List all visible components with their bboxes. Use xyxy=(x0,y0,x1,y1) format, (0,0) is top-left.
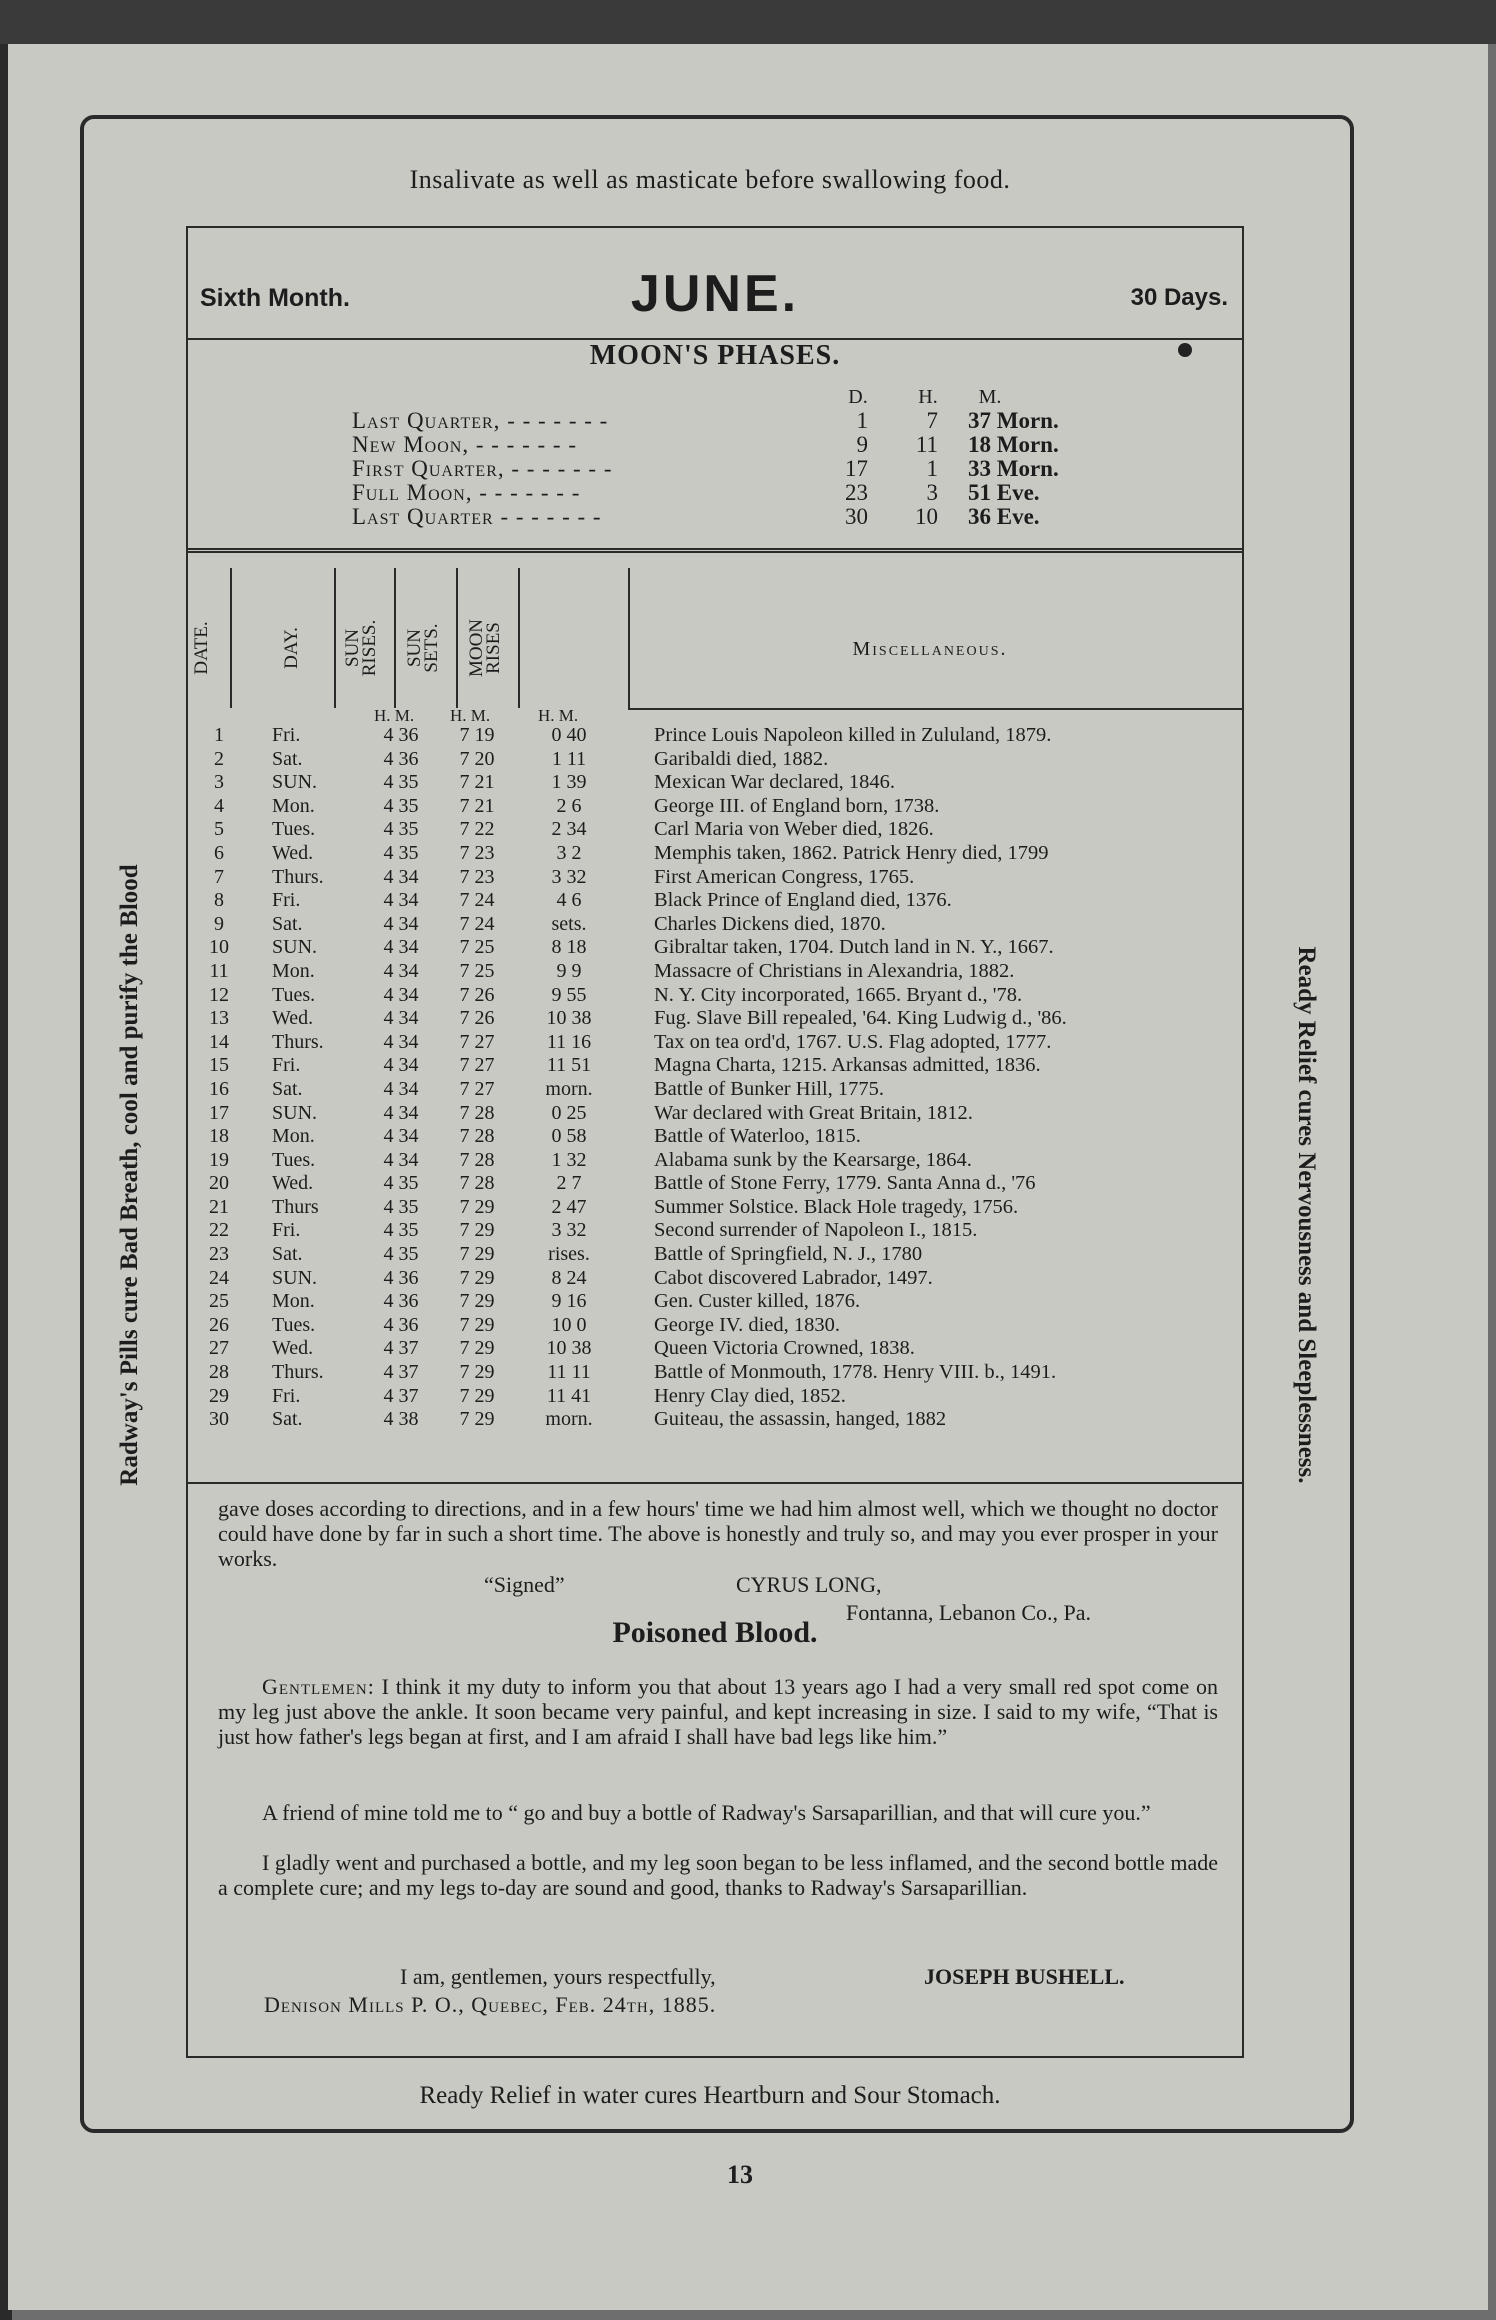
cell-moon-rises: 10 38 xyxy=(546,1007,592,1030)
phase-row xyxy=(188,408,1242,432)
cell-day: Thurs. xyxy=(272,865,324,888)
phase-row xyxy=(188,456,1242,480)
cell-date: 30 xyxy=(209,1408,229,1431)
table-row xyxy=(188,1267,1242,1291)
cell-date: 6 xyxy=(214,841,224,864)
cell-sun-sets: 7 21 xyxy=(459,771,495,794)
cell-day: SUN. xyxy=(272,1101,318,1124)
phase-hour: 3 xyxy=(926,480,938,505)
cell-date: 17 xyxy=(209,1101,229,1124)
cell-date: 26 xyxy=(209,1313,229,1336)
phase-header-d: D. xyxy=(848,386,868,408)
cell-sun-sets: 7 29 xyxy=(459,1313,495,1336)
cell-sun-sets: 7 27 xyxy=(459,1077,495,1100)
cell-day: Tues. xyxy=(272,1313,316,1336)
cell-day: Thurs. xyxy=(272,1030,324,1053)
cell-miscellaneous: Memphis taken, 1862. Patrick Henry died, 1799 xyxy=(654,841,1049,864)
letter-paragraph-3: I gladly went and purchased a bottle, and my leg soon began to be less inflamed, and the second bottle made a complete cure; and my legs to-day are sound and good, thanks to Radway's Sarsaparillian. xyxy=(218,1850,1218,1900)
cell-sun-rises: 4 35 xyxy=(383,1219,419,1242)
table-row xyxy=(188,960,1242,984)
top-motto: Insalivate as well as masticate before swallowing food. xyxy=(409,165,1011,194)
table-row xyxy=(188,866,1242,890)
cell-miscellaneous: Tax on tea ord'd, 1767. U.S. Flag adopted, 1777. xyxy=(654,1030,1052,1053)
cell-miscellaneous: Battle of Bunker Hill, 1775. xyxy=(654,1077,885,1100)
phase-hour: 7 xyxy=(926,408,938,433)
column-divider xyxy=(334,568,336,708)
cell-sun-sets: 7 29 xyxy=(459,1361,495,1384)
cell-day: Sat. xyxy=(272,747,303,770)
days-count: 30 Days. xyxy=(1130,284,1228,311)
cell-day: Mon. xyxy=(272,959,315,982)
phase-name: First Quarter, - - - - - - - xyxy=(352,456,613,481)
table-row xyxy=(188,1172,1242,1196)
hm-label: H. M. xyxy=(374,706,415,725)
cell-sun-rises: 4 35 xyxy=(383,771,419,794)
cell-sun-sets: 7 29 xyxy=(459,1384,495,1407)
cell-date: 13 xyxy=(209,1007,229,1030)
cell-sun-sets: 7 28 xyxy=(459,1101,495,1124)
cell-moon-rises: 11 41 xyxy=(546,1384,592,1407)
column-divider xyxy=(394,568,396,708)
cell-miscellaneous: Alabama sunk by the Kearsarge, 1864. xyxy=(654,1148,972,1171)
phase-name: Full Moon, - - - - - - - xyxy=(352,480,581,505)
salutation: Gentlemen: xyxy=(262,1674,375,1699)
calendar-box xyxy=(186,226,1244,2058)
ink-dot xyxy=(1178,343,1192,357)
cell-date: 12 xyxy=(209,983,229,1006)
cell-miscellaneous: Second surrender of Napoleon I., 1815. xyxy=(654,1219,978,1242)
cell-sun-sets: 7 27 xyxy=(459,1030,495,1053)
table-row xyxy=(188,1337,1242,1361)
cell-date: 22 xyxy=(209,1219,229,1242)
cell-day: Wed. xyxy=(272,1007,314,1030)
cell-miscellaneous: Battle of Stone Ferry, 1779. Santa Anna d., '76 xyxy=(654,1172,1036,1195)
phase-day: 23 xyxy=(845,480,868,505)
cell-sun-rises: 4 34 xyxy=(383,1054,419,1077)
cell-day: Tues. xyxy=(272,1148,316,1171)
cell-miscellaneous: Battle of Springfield, N. J., 1780 xyxy=(654,1243,923,1266)
cell-date: 21 xyxy=(209,1195,229,1218)
header-sun-sets: SUN SETS. xyxy=(404,623,442,673)
cell-moon-rises: 0 58 xyxy=(551,1125,587,1148)
cell-sun-sets: 7 25 xyxy=(459,959,495,982)
phase-name: Last Quarter, - - - - - - - xyxy=(352,408,609,433)
cell-sun-rises: 4 34 xyxy=(383,1077,419,1100)
cell-miscellaneous: Fug. Slave Bill repealed, '64. King Ludwig d., '86. xyxy=(654,1007,1067,1030)
cell-miscellaneous: George III. of England born, 1738. xyxy=(654,794,940,817)
table-row xyxy=(188,842,1242,866)
table-row xyxy=(188,913,1242,937)
cell-date: 2 xyxy=(214,747,224,770)
phase-minute: 18 Morn. xyxy=(968,432,1059,457)
phase-name: New Moon, - - - - - - - xyxy=(352,432,577,457)
column-divider xyxy=(230,568,232,708)
cell-sun-rises: 4 34 xyxy=(383,1148,419,1171)
cell-sun-rises: 4 38 xyxy=(383,1408,419,1431)
cell-date: 20 xyxy=(209,1172,229,1195)
cell-day: Wed. xyxy=(272,1337,314,1360)
cell-date: 7 xyxy=(214,865,224,888)
cell-sun-sets: 7 29 xyxy=(459,1337,495,1360)
cell-day: Fri. xyxy=(272,1219,301,1242)
cell-sun-sets: 7 28 xyxy=(459,1125,495,1148)
author: JOSEPH BUSHELL. xyxy=(924,1964,1125,1989)
cell-day: Sat. xyxy=(272,1408,303,1431)
cell-day: Fri. xyxy=(272,1054,301,1077)
letter-paragraph-2: A friend of mine told me to “ go and buy a bottle of Radway's Sarsaparillian, and that will cure you.” xyxy=(262,1800,1151,1825)
table-row xyxy=(188,1361,1242,1385)
cell-moon-rises: 8 18 xyxy=(551,936,587,959)
cell-moon-rises: 9 55 xyxy=(551,983,587,1006)
table-row xyxy=(188,1196,1242,1220)
phase-day: 30 xyxy=(845,504,868,529)
cell-sun-sets: 7 29 xyxy=(459,1266,495,1289)
cell-miscellaneous: Mexican War declared, 1846. xyxy=(654,771,896,794)
table-row xyxy=(188,748,1242,772)
hm-label: H. M. xyxy=(538,706,579,725)
cell-sun-rises: 4 37 xyxy=(383,1384,419,1407)
cell-moon-rises: 1 32 xyxy=(551,1148,587,1171)
cell-sun-sets: 7 23 xyxy=(459,865,495,888)
cell-sun-rises: 4 34 xyxy=(383,912,419,935)
table-row xyxy=(188,1078,1242,1102)
table-row xyxy=(188,1031,1242,1055)
sixth-month-label: Sixth Month. xyxy=(200,284,350,312)
table-row xyxy=(188,1125,1242,1149)
cell-moon-rises: 1 39 xyxy=(551,771,587,794)
cell-date: 3 xyxy=(214,771,224,794)
cell-date: 23 xyxy=(209,1243,229,1266)
table-row xyxy=(188,889,1242,913)
poisoned-blood-title: Poisoned Blood. xyxy=(612,1616,818,1649)
cell-sun-rises: 4 34 xyxy=(383,1007,419,1030)
cell-moon-rises: 10 0 xyxy=(551,1313,587,1336)
phase-row xyxy=(188,480,1242,504)
phase-hour: 1 xyxy=(926,456,938,481)
hm-label: H. M. xyxy=(450,706,491,725)
signed-label: “Signed” xyxy=(484,1572,565,1597)
cell-sun-rises: 4 36 xyxy=(383,724,419,746)
cell-sun-rises: 4 37 xyxy=(383,1337,419,1360)
cell-day: Tues. xyxy=(272,983,316,1006)
phase-header-m: M. xyxy=(978,386,1002,408)
table-row xyxy=(188,1219,1242,1243)
table-row xyxy=(188,1290,1242,1314)
cell-sun-rises: 4 34 xyxy=(383,1101,419,1124)
month-header xyxy=(188,264,1242,324)
header-day: DAY. xyxy=(281,627,302,669)
cell-sun-rises: 4 35 xyxy=(383,1243,419,1266)
cell-moon-rises: 3 2 xyxy=(556,841,582,864)
side-text-left: Radway's Pills cure Bad Breath, cool and purify the Blood xyxy=(116,864,143,1486)
cell-miscellaneous: Magna Charta, 1215. Arkansas admitted, 1836. xyxy=(654,1054,1041,1077)
moon-phases-title: MOON'S PHASES. xyxy=(589,340,841,371)
cell-sun-sets: 7 29 xyxy=(459,1219,495,1242)
table-row xyxy=(188,818,1242,842)
cell-sun-rises: 4 34 xyxy=(383,1030,419,1053)
cell-day: Sat. xyxy=(272,1077,303,1100)
cell-day: Mon. xyxy=(272,1125,315,1148)
cell-sun-rises: 4 35 xyxy=(383,794,419,817)
cell-miscellaneous: Guiteau, the assassin, hanged, 1882 xyxy=(654,1408,947,1431)
table-row xyxy=(188,1385,1242,1409)
cell-sun-rises: 4 34 xyxy=(383,983,419,1006)
cell-date: 28 xyxy=(209,1361,229,1384)
phase-hour: 10 xyxy=(915,504,938,529)
cell-moon-rises: 8 24 xyxy=(551,1266,587,1289)
phase-minute: 51 Eve. xyxy=(968,480,1040,505)
cell-moon-rises: 11 16 xyxy=(546,1030,592,1053)
cell-sun-rises: 4 36 xyxy=(383,1266,419,1289)
table-row xyxy=(188,795,1242,819)
cell-moon-rises: 3 32 xyxy=(551,865,587,888)
cell-sun-rises: 4 35 xyxy=(383,1195,419,1218)
cell-miscellaneous: Battle of Monmouth, 1778. Henry VIII. b., 1491. xyxy=(654,1361,1057,1384)
phase-day: 9 xyxy=(856,432,868,457)
cell-moon-rises: 2 34 xyxy=(551,818,587,841)
cell-moon-rises: 11 11 xyxy=(547,1361,591,1384)
cell-miscellaneous: Cabot discovered Labrador, 1497. xyxy=(654,1266,933,1289)
letter-intro: gave doses according to directions, and in a few hours' time we had him almost well, which we thought no doctor could have done by far in such a short time. The above is honestly and truly so, and may you ever prosper in your works. xyxy=(218,1496,1218,1571)
cell-date: 24 xyxy=(209,1266,229,1289)
cell-moon-rises: 9 16 xyxy=(551,1290,587,1313)
cell-day: Wed. xyxy=(272,841,314,864)
cell-miscellaneous: First American Congress, 1765. xyxy=(654,865,915,888)
cell-date: 19 xyxy=(209,1148,229,1171)
phase-row xyxy=(188,504,1242,528)
cell-sun-sets: 7 29 xyxy=(459,1195,495,1218)
cell-date: 29 xyxy=(209,1384,229,1407)
cell-moon-rises: 10 38 xyxy=(546,1337,592,1360)
calendar-rows xyxy=(188,724,1242,1432)
cell-miscellaneous: Queen Victoria Crowned, 1838. xyxy=(654,1337,915,1360)
cell-date: 9 xyxy=(214,912,224,935)
phase-day: 17 xyxy=(845,456,868,481)
cell-sun-sets: 7 25 xyxy=(459,936,495,959)
cell-miscellaneous: Black Prince of England died, 1376. xyxy=(654,889,952,912)
cell-miscellaneous: War declared with Great Britain, 1812. xyxy=(654,1101,973,1124)
cell-date: 10 xyxy=(209,936,229,959)
cell-day: Tues. xyxy=(272,818,316,841)
cell-sun-rises: 4 34 xyxy=(383,959,419,982)
cell-date: 15 xyxy=(209,1054,229,1077)
column-divider xyxy=(518,568,520,708)
table-row xyxy=(188,1314,1242,1338)
table-row xyxy=(188,771,1242,795)
cell-date: 11 xyxy=(209,959,229,982)
cell-date: 25 xyxy=(209,1290,229,1313)
cell-sun-sets: 7 28 xyxy=(459,1148,495,1171)
table-row xyxy=(188,1243,1242,1267)
table-row xyxy=(188,1408,1242,1432)
cell-sun-sets: 7 29 xyxy=(459,1290,495,1313)
cell-miscellaneous: N. Y. City incorporated, 1665. Bryant d., '78. xyxy=(654,983,1023,1006)
cell-sun-sets: 7 29 xyxy=(459,1408,495,1431)
month-title: JUNE. xyxy=(630,265,800,323)
cell-moon-rises: sets. xyxy=(551,912,587,935)
cell-moon-rises: 9 9 xyxy=(556,959,582,982)
cell-sun-sets: 7 23 xyxy=(459,841,495,864)
cell-miscellaneous: Charles Dickens died, 1870. xyxy=(654,912,886,935)
cell-date: 5 xyxy=(214,818,224,841)
cell-day: Fri. xyxy=(272,724,301,746)
cell-sun-rises: 4 35 xyxy=(383,841,419,864)
cell-sun-sets: 7 19 xyxy=(459,724,495,746)
cell-sun-sets: 7 22 xyxy=(459,818,495,841)
cell-day: Fri. xyxy=(272,1384,301,1407)
cell-sun-sets: 7 24 xyxy=(459,889,495,912)
table-row xyxy=(188,984,1242,1008)
table-row xyxy=(188,724,1242,748)
cell-date: 16 xyxy=(209,1077,229,1100)
phase-minute: 36 Eve. xyxy=(968,504,1040,529)
table-row xyxy=(188,1102,1242,1126)
cell-day: Sat. xyxy=(272,1243,303,1266)
header-sun-rises: SUN RISES. xyxy=(342,619,380,677)
cell-date: 18 xyxy=(209,1125,229,1148)
cell-sun-rises: 4 35 xyxy=(383,818,419,841)
signer-name: CYRUS LONG, xyxy=(736,1572,882,1597)
cell-day: Mon. xyxy=(272,794,315,817)
closing: I am, gentlemen, yours respectfully, xyxy=(400,1964,716,1989)
phase-minute: 33 Morn. xyxy=(968,456,1059,481)
moon-phases-list xyxy=(188,408,1242,528)
bottom-motto: Ready Relief in water cures Heartburn and Sour Stomach. xyxy=(419,2082,1001,2109)
cell-day: SUN. xyxy=(272,936,318,959)
cell-date: 1 xyxy=(214,724,224,746)
cell-sun-rises: 4 36 xyxy=(383,1290,419,1313)
signer-place: Fontanna, Lebanon Co., Pa. xyxy=(846,1600,1092,1625)
side-text-right: Ready Relief cures Nervousness and Sleeplessness. xyxy=(1293,946,1320,1484)
cell-miscellaneous: Carl Maria von Weber died, 1826. xyxy=(654,818,934,841)
header-miscellaneous: Miscellaneous. xyxy=(852,638,1008,660)
page-number: 13 xyxy=(727,2160,753,2189)
cell-moon-rises: morn. xyxy=(545,1408,593,1431)
cell-sun-rises: 4 35 xyxy=(383,1172,419,1195)
cell-day: Fri. xyxy=(272,889,301,912)
cell-sun-rises: 4 34 xyxy=(383,936,419,959)
cell-sun-rises: 4 34 xyxy=(383,1125,419,1148)
header-moon-rises: MOON RISES xyxy=(466,618,504,678)
cell-miscellaneous: George IV. died, 1830. xyxy=(654,1313,840,1336)
cell-miscellaneous: Massacre of Christians in Alexandria, 1882. xyxy=(654,959,1015,982)
table-row xyxy=(188,1149,1242,1173)
phase-hour: 11 xyxy=(915,432,938,457)
cell-moon-rises: 0 40 xyxy=(551,724,587,746)
cell-sun-rises: 4 37 xyxy=(383,1361,419,1384)
phase-header-h: H. xyxy=(918,386,938,408)
phase-day: 1 xyxy=(856,408,868,433)
cell-miscellaneous: Gen. Custer killed, 1876. xyxy=(654,1290,861,1313)
cell-day: Thurs xyxy=(272,1195,319,1218)
letter-paragraph-1: Gentlemen: I think it my duty to inform you that about 13 years ago I had a very small red spot come on my leg just above the ankle. It soon became very painful, and kept increasing in size. I said to my wife, “That is just how father's legs began at first, and I am afraid I shall have bad legs like him.” xyxy=(218,1674,1218,1749)
cell-sun-rises: 4 36 xyxy=(383,1313,419,1336)
cell-moon-rises: rises. xyxy=(548,1243,590,1266)
location: Denison Mills P. O., Quebec, Feb. 24th, 1885. xyxy=(264,1992,717,2017)
cell-sun-sets: 7 20 xyxy=(459,747,495,770)
scan-top-edge xyxy=(0,0,1496,44)
cell-date: 8 xyxy=(214,889,224,912)
cell-sun-rises: 4 36 xyxy=(383,747,419,770)
phase-row xyxy=(188,432,1242,456)
cell-moon-rises: 3 32 xyxy=(551,1219,587,1242)
cell-sun-sets: 7 27 xyxy=(459,1054,495,1077)
phase-name: Last Quarter - - - - - - - xyxy=(352,504,602,529)
cell-moon-rises: morn. xyxy=(545,1077,593,1100)
cell-miscellaneous: Summer Solstice. Black Hole tragedy, 1756. xyxy=(654,1195,1019,1218)
header-date: DATE. xyxy=(191,621,212,675)
divider xyxy=(628,708,1242,710)
cell-sun-sets: 7 28 xyxy=(459,1172,495,1195)
cell-miscellaneous: Garibaldi died, 1882. xyxy=(654,747,829,770)
cell-date: 4 xyxy=(214,794,224,817)
cell-sun-sets: 7 29 xyxy=(459,1243,495,1266)
cell-sun-sets: 7 21 xyxy=(459,794,495,817)
cell-sun-sets: 7 24 xyxy=(459,912,495,935)
cell-day: SUN. xyxy=(272,1266,318,1289)
cell-miscellaneous: Prince Louis Napoleon killed in Zululand, 1879. xyxy=(654,724,1052,746)
double-divider xyxy=(188,548,1242,553)
cell-moon-rises: 1 11 xyxy=(551,747,587,770)
cell-sun-sets: 7 26 xyxy=(459,1007,495,1030)
cell-day: Wed. xyxy=(272,1172,314,1195)
cell-day: Mon. xyxy=(272,1290,315,1313)
cell-miscellaneous: Battle of Waterloo, 1815. xyxy=(654,1125,861,1148)
cell-moon-rises: 2 6 xyxy=(556,794,582,817)
cell-date: 27 xyxy=(209,1337,229,1360)
divider xyxy=(188,1482,1242,1484)
cell-moon-rises: 2 7 xyxy=(556,1172,582,1195)
cell-sun-rises: 4 34 xyxy=(383,889,419,912)
cell-moon-rises: 4 6 xyxy=(556,889,582,912)
cell-moon-rises: 11 51 xyxy=(546,1054,592,1077)
cell-sun-rises: 4 34 xyxy=(383,865,419,888)
cell-miscellaneous: Henry Clay died, 1852. xyxy=(654,1384,846,1407)
table-row xyxy=(188,1007,1242,1031)
cell-date: 14 xyxy=(209,1030,229,1053)
phase-minute: 37 Morn. xyxy=(968,408,1059,433)
table-row xyxy=(188,1054,1242,1078)
table-row xyxy=(188,936,1242,960)
cell-day: Sat. xyxy=(272,912,303,935)
cell-miscellaneous: Gibraltar taken, 1704. Dutch land in N. Y., 1667. xyxy=(654,936,1054,959)
cell-day: Thurs. xyxy=(272,1361,324,1384)
cell-moon-rises: 2 47 xyxy=(551,1195,587,1218)
column-divider xyxy=(456,568,458,708)
cell-moon-rises: 0 25 xyxy=(551,1101,587,1124)
cell-sun-sets: 7 26 xyxy=(459,983,495,1006)
cell-day: SUN. xyxy=(272,771,318,794)
